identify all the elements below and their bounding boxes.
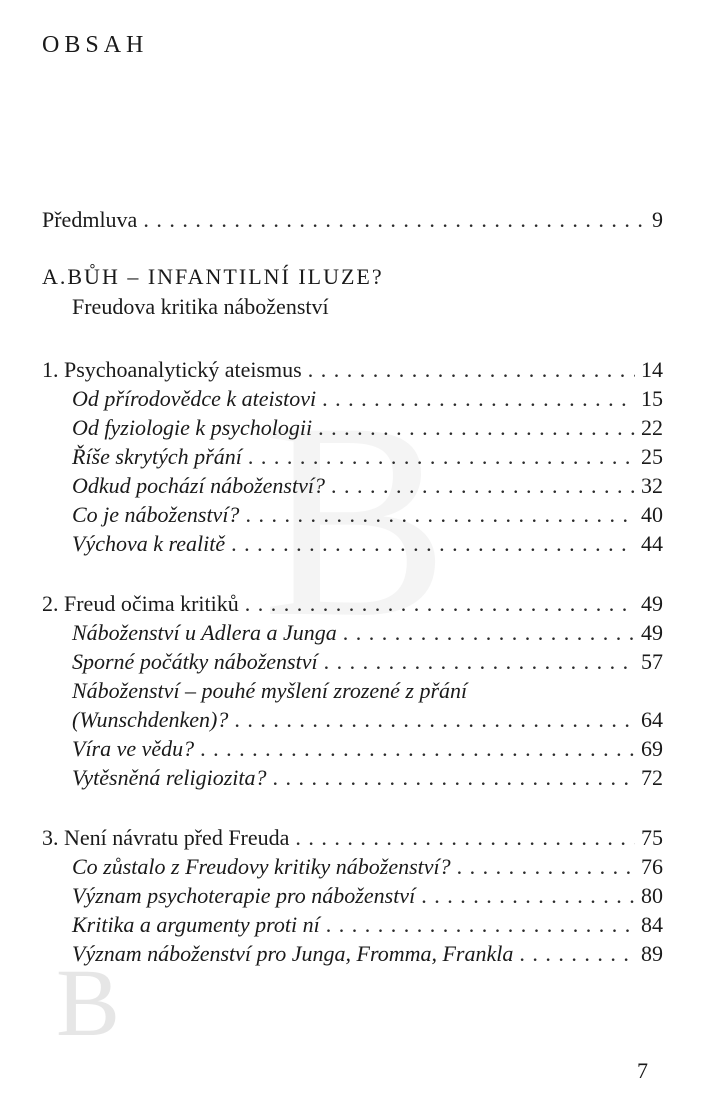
toc-entry-label: Kritika a argumenty proti ní xyxy=(72,912,320,937)
toc-heading: OBSAH xyxy=(42,32,149,58)
toc-subentry xyxy=(72,384,663,414)
toc-entry-label: 2. Freud očima kritiků xyxy=(42,591,239,616)
toc-entry-label: 1. Psychoanalytický ateismus xyxy=(42,357,302,382)
toc-chapter-1 xyxy=(42,355,663,385)
toc-entry-label: Význam psychoterapie pro náboženství xyxy=(72,883,416,908)
toc-entry-preface xyxy=(42,205,663,235)
toc-chapter-2 xyxy=(42,589,663,619)
toc-entry-label: Sporné počátky náboženství xyxy=(72,649,318,674)
toc-page-number: 84 xyxy=(641,912,663,937)
toc-entry-label: Odkud pochází náboženství? xyxy=(72,473,325,498)
toc-page-number: 9 xyxy=(652,207,663,232)
toc-page-number: 49 xyxy=(641,620,663,645)
dot-leader xyxy=(234,705,635,735)
toc-page-number: 44 xyxy=(641,531,663,556)
toc-entry-label: Co zůstalo z Freudovy kritiky náboženství? xyxy=(72,854,451,879)
dot-leader xyxy=(245,589,635,619)
page-number: 7 xyxy=(637,1058,648,1083)
toc-entry-label: Od fyziologie k psychologii xyxy=(72,415,313,440)
toc-entry-label: Říše skrytých přání xyxy=(72,444,242,469)
toc-subentry xyxy=(72,881,663,911)
toc-entry-label: Význam náboženství pro Junga, Fromma, Frankla xyxy=(72,941,514,966)
dot-leader xyxy=(245,500,635,530)
toc-entry-label: Předmluva xyxy=(42,207,138,232)
toc-entry-label: 3. Není návratu před Freuda xyxy=(42,825,290,850)
toc-entry-label: Vytěsněná religiozita? xyxy=(72,765,267,790)
dot-leader xyxy=(318,413,635,443)
toc-page-number: 25 xyxy=(641,444,663,469)
toc-page-number: 69 xyxy=(641,736,663,761)
toc-subentry xyxy=(72,734,663,764)
toc-subentry xyxy=(72,442,663,472)
toc-subentry xyxy=(72,852,663,882)
toc-subentry xyxy=(72,471,663,501)
toc-subentry xyxy=(72,413,663,443)
toc-page-number: 57 xyxy=(641,649,663,674)
toc-page-number: 49 xyxy=(641,591,663,616)
toc-entry-label: Co je náboženství? xyxy=(72,502,240,527)
toc-entry-label: (Wunschdenken)? xyxy=(72,707,229,732)
toc-subentry xyxy=(72,618,663,648)
toc-subentry xyxy=(72,529,663,559)
toc-page-number: 89 xyxy=(641,941,663,966)
toc-page-number: 15 xyxy=(641,386,663,411)
toc-entry-label: Víra ve vědu? xyxy=(72,736,195,761)
part-title: A.BŮH – INFANTILNÍ ILUZE? xyxy=(42,264,384,289)
toc-subentry xyxy=(72,500,663,530)
toc-page-number: 75 xyxy=(641,825,663,850)
toc-subentry-first-line: Náboženství – pouhé myšlení zrozené z přání xyxy=(72,678,468,703)
dot-leader xyxy=(143,205,646,235)
dot-leader xyxy=(343,618,635,648)
part-subtitle: Freudova kritika náboženství xyxy=(72,294,329,319)
dot-leader xyxy=(200,734,635,764)
dot-leader xyxy=(295,823,635,853)
dot-leader xyxy=(324,647,635,677)
toc-entry-label: Od přírodovědce k ateistovi xyxy=(72,386,317,411)
dot-leader xyxy=(322,384,635,414)
toc-page-number: 72 xyxy=(641,765,663,790)
toc-page-number: 14 xyxy=(641,357,663,382)
dot-leader xyxy=(231,529,635,559)
dot-leader xyxy=(457,852,635,882)
toc-page-number: 32 xyxy=(641,473,663,498)
toc-entry-label: Náboženství u Adlera a Junga xyxy=(72,620,337,645)
dot-leader xyxy=(326,910,635,940)
toc-entry-label: Výchova k realitě xyxy=(72,531,226,556)
toc-page-number: 22 xyxy=(641,415,663,440)
toc-page-number: 76 xyxy=(641,854,663,879)
dot-leader xyxy=(308,355,635,385)
toc-page-number: 80 xyxy=(641,883,663,908)
toc-chapter-3 xyxy=(42,823,663,853)
toc-page-number: 64 xyxy=(641,707,663,732)
toc-subentry xyxy=(72,910,663,940)
corner-logo: B xyxy=(56,949,121,1056)
toc-page-number: 40 xyxy=(641,502,663,527)
watermark-logo: B xyxy=(262,364,449,675)
toc-subentry xyxy=(72,939,663,969)
dot-leader xyxy=(421,881,635,911)
dot-leader xyxy=(273,763,635,793)
toc-subentry xyxy=(72,705,663,735)
toc-subentry xyxy=(72,763,663,793)
dot-leader xyxy=(248,442,635,472)
toc-subentry xyxy=(72,647,663,677)
dot-leader xyxy=(331,471,635,501)
dot-leader xyxy=(519,939,635,969)
